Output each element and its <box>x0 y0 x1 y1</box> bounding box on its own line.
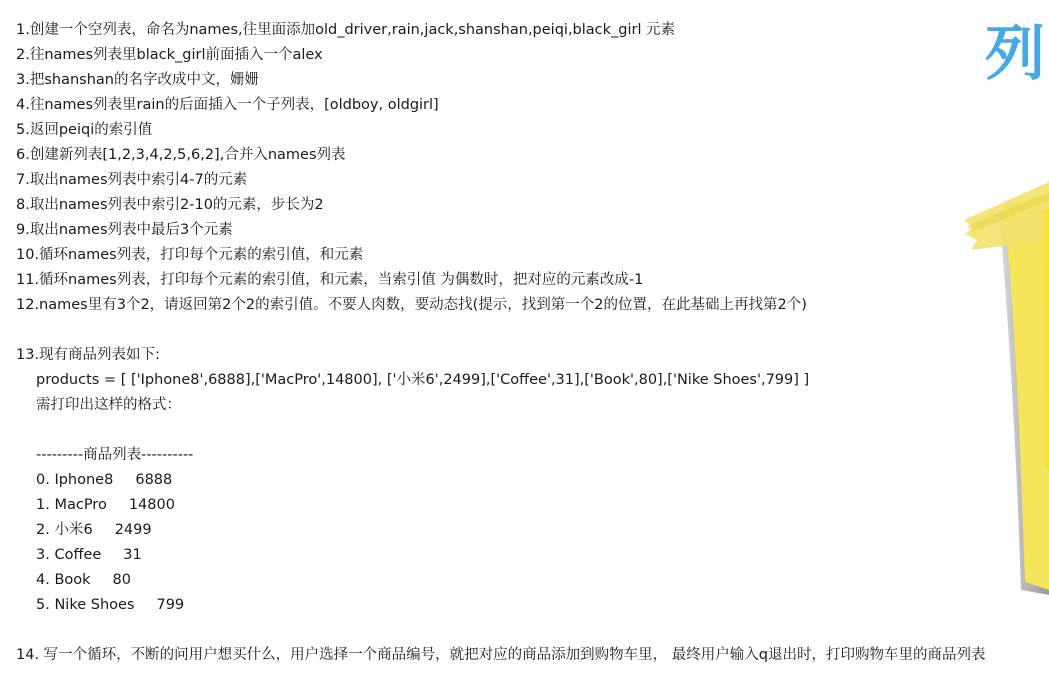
exercise-13-title: 13.现有商品列表如下: <box>16 347 160 363</box>
product-index: 1. <box>36 497 50 513</box>
product-list-separator: ---------商品列表---------- <box>36 447 194 463</box>
product-name: MacPro <box>54 497 107 513</box>
exercise-1: 1.创建一个空列表，命名为names,往里面添加old_driver,rain,jack,shanshan,peiqi,black_girl 元素 <box>16 22 676 38</box>
exercise-12: 12.names里有3个2，请返回第2个2的索引值。不要人肉数，要动态找(提示，找到第一个2的位置，在此基础上再找第2个) <box>16 297 807 313</box>
product-item <box>16 493 1036 518</box>
exercise-5: 5.返回peiqi的索引值 <box>16 122 153 138</box>
product-item <box>16 568 1036 593</box>
product-index: 0. <box>36 472 50 488</box>
product-price: 80 <box>112 572 131 588</box>
product-name: Nike Shoes <box>54 597 135 613</box>
exercise-6: 6.创建新列表[1,2,3,4,2,5,6,2],合并入names列表 <box>16 147 346 163</box>
product-index: 2. <box>36 522 50 538</box>
exercise-7: 7.取出names列表中索引4-7的元素 <box>16 172 248 188</box>
product-name: 小米6 <box>54 522 93 538</box>
product-index: 4. <box>36 572 50 588</box>
exercise-3: 3.把shanshan的名字改成中文，姗姗 <box>16 72 259 88</box>
exercise-document <box>16 18 1036 668</box>
product-item <box>16 593 1036 618</box>
exercise-9: 9.取出names列表中最后3个元素 <box>16 222 233 238</box>
products-definition: products = [ ['Iphone8',6888],['MacPro',14800], ['小米6',2499],['Coffee',31],['Book',80],['Nike Shoes',799] ] <box>36 372 810 388</box>
product-price: 799 <box>156 597 185 613</box>
product-name: Book <box>54 572 91 588</box>
format-instruction: 需打印出这样的格式： <box>36 397 181 413</box>
side-heading: 列 <box>985 19 1045 89</box>
product-price: 14800 <box>128 497 175 513</box>
product-index: 5. <box>36 597 50 613</box>
product-name: Iphone8 <box>54 472 114 488</box>
exercise-8: 8.取出names列表中索引2-10的元素，步长为2 <box>16 197 324 213</box>
product-price: 6888 <box>135 472 173 488</box>
product-item <box>16 468 1036 493</box>
product-price: 2499 <box>114 522 152 538</box>
exercise-11: 11.循环names列表，打印每个元素的索引值，和元素，当索引值 为偶数时，把对应的元素改成-1 <box>16 272 644 288</box>
exercise-10: 10.循环names列表，打印每个元素的索引值，和元素 <box>16 247 364 263</box>
exercise-14: 14. 写一个循环，不断的问用户想买什么，用户选择一个商品编号，就把对应的商品添加到购物车里， 最终用户输入q退出时，打印购物车里的商品列表 <box>16 647 986 663</box>
exercise-4: 4.往names列表里rain的后面插入一个子列表，[oldboy, oldgirl] <box>16 97 439 113</box>
product-name: Coffee <box>54 547 102 563</box>
product-price: 31 <box>123 547 142 563</box>
product-index: 3. <box>36 547 50 563</box>
product-item <box>16 543 1036 568</box>
exercise-2: 2.往names列表里black_girl前面插入一个alex <box>16 47 323 63</box>
product-item <box>16 518 1036 543</box>
